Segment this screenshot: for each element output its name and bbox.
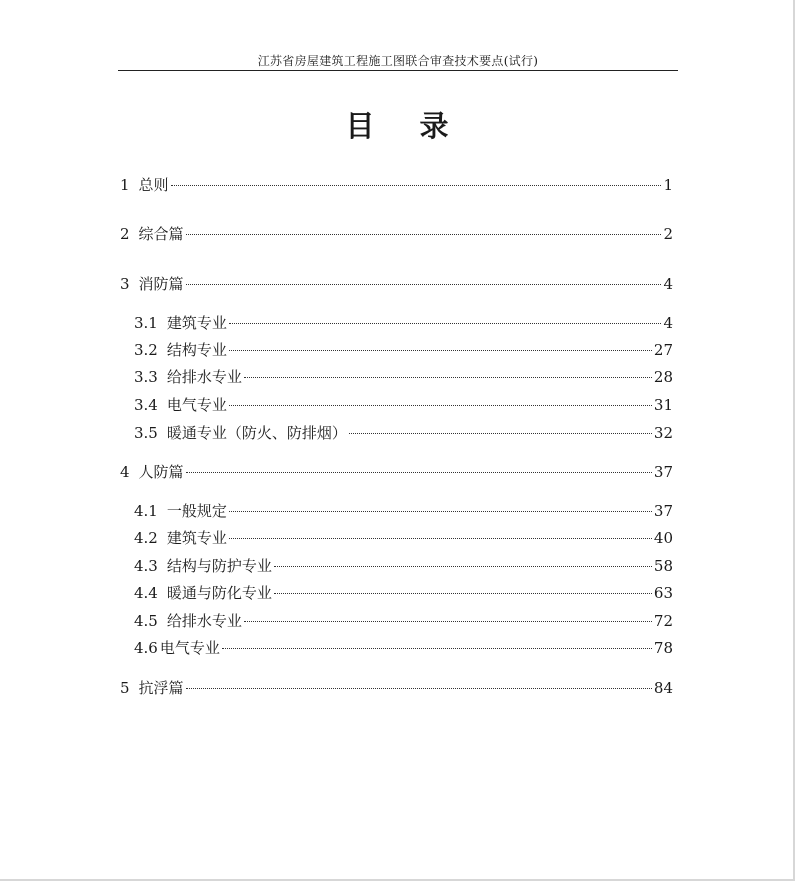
toc-dot-leader: [229, 405, 652, 406]
toc-entry-number: 3: [120, 275, 130, 293]
toc-entry-title: 一般规定: [166, 502, 227, 520]
toc-entry-page: 27: [653, 341, 673, 359]
toc-entry-title: 人防篇: [138, 463, 184, 481]
toc-entry-page: 58: [653, 557, 673, 575]
toc-dot-leader: [229, 323, 662, 324]
toc-entry-title: 综合篇: [138, 225, 184, 243]
toc-dot-leader: [274, 593, 652, 594]
toc-entry-number: 3.5: [134, 424, 158, 442]
toc-entry-page: 4: [663, 275, 673, 293]
toc-entry[interactable]: [120, 274, 673, 294]
toc-entry-number: 4.3: [134, 557, 158, 575]
running-header: 江苏省房屋建筑工程施工图联合审查技术要点(试行): [257, 54, 539, 68]
toc-entry-title: 建筑专业: [166, 529, 227, 547]
toc-entry-number: 2: [120, 225, 130, 243]
toc-entry-title: 总则: [138, 176, 169, 194]
toc-entry-page: 1: [663, 176, 673, 194]
toc-entry-number: 4.2: [134, 529, 158, 547]
toc-subentry[interactable]: [134, 367, 673, 387]
toc-entry-page: 2: [663, 225, 673, 243]
toc-subentry[interactable]: [134, 340, 673, 360]
toc-entry-page: 40: [653, 529, 673, 547]
toc-dot-leader: [186, 284, 662, 285]
toc-entry-title: 抗浮篇: [138, 679, 184, 697]
toc-entry-number: 4.5: [134, 612, 158, 630]
toc-entry-page: 63: [653, 584, 673, 602]
toc-entry-number: 5: [120, 679, 130, 697]
toc-subentry[interactable]: [134, 423, 673, 443]
toc-subentry[interactable]: [134, 583, 673, 603]
toc-dot-leader: [186, 234, 662, 235]
toc-entry[interactable]: [120, 678, 673, 698]
toc-entry[interactable]: [120, 175, 673, 195]
toc-entry-title: 建筑专业: [166, 314, 227, 332]
toc-entry-page: 37: [653, 502, 673, 520]
toc-dot-leader: [229, 538, 652, 539]
toc-title-part2: 录: [419, 109, 450, 143]
header-rule: [118, 70, 678, 71]
toc-entry-number: 4.4: [134, 584, 158, 602]
toc-entry-page: 37: [653, 463, 673, 481]
toc-subentry[interactable]: [134, 528, 673, 548]
toc-entry[interactable]: [120, 224, 673, 244]
toc-dot-leader: [349, 433, 652, 434]
toc-title: [0, 104, 795, 145]
toc-dot-leader: [222, 648, 652, 649]
toc-entry-title: 给排水专业: [166, 368, 242, 386]
toc-entry-title: 暖通专业（防火、防排烟）: [166, 424, 347, 442]
toc-dot-leader: [244, 377, 652, 378]
toc-entry-title: 消防篇: [138, 275, 184, 293]
toc-entry-title: 给排水专业: [166, 612, 242, 630]
toc-entry-title: 电气专业: [159, 639, 220, 657]
toc-entry-title: 结构专业: [166, 341, 227, 359]
toc-entry[interactable]: [120, 462, 673, 482]
toc-entry-number: 3.4: [134, 396, 158, 414]
toc-subentry[interactable]: [134, 611, 673, 631]
toc-entry-number: 4: [120, 463, 130, 481]
toc-entry-page: 28: [653, 368, 673, 386]
toc-entry-page: 4: [663, 314, 673, 332]
toc-subentry[interactable]: [134, 313, 673, 333]
toc-dot-leader: [274, 566, 652, 567]
toc-subentry[interactable]: [134, 556, 673, 576]
toc-entry-title: 结构与防护专业: [166, 557, 272, 575]
toc-entry-number: 3.3: [134, 368, 158, 386]
toc-dot-leader: [186, 688, 652, 689]
toc-entry-page: 72: [653, 612, 673, 630]
toc-entry-number: 1: [120, 176, 130, 194]
toc-entry-title: 暖通与防化专业: [166, 584, 272, 602]
toc-subentry[interactable]: [134, 638, 673, 658]
toc-dot-leader: [229, 511, 652, 512]
toc-entry-number: 4.1: [134, 502, 158, 520]
toc-entry-page: 32: [653, 424, 673, 442]
toc-entry-number: 4.6: [134, 639, 158, 657]
toc-entry-page: 84: [653, 679, 673, 697]
toc-entry-number: 3.1: [134, 314, 158, 332]
toc-dot-leader: [171, 185, 662, 186]
toc-dot-leader: [244, 621, 652, 622]
toc-subentry[interactable]: [134, 501, 673, 521]
toc-subentry[interactable]: [134, 395, 673, 415]
toc-dot-leader: [186, 472, 652, 473]
toc-entry-number: 3.2: [134, 341, 158, 359]
toc-entry-page: 78: [653, 639, 673, 657]
toc-dot-leader: [229, 350, 652, 351]
toc-entry-page: 31: [653, 396, 673, 414]
toc-entry-title: 电气专业: [166, 396, 227, 414]
toc-title-part1: 目: [345, 109, 376, 143]
